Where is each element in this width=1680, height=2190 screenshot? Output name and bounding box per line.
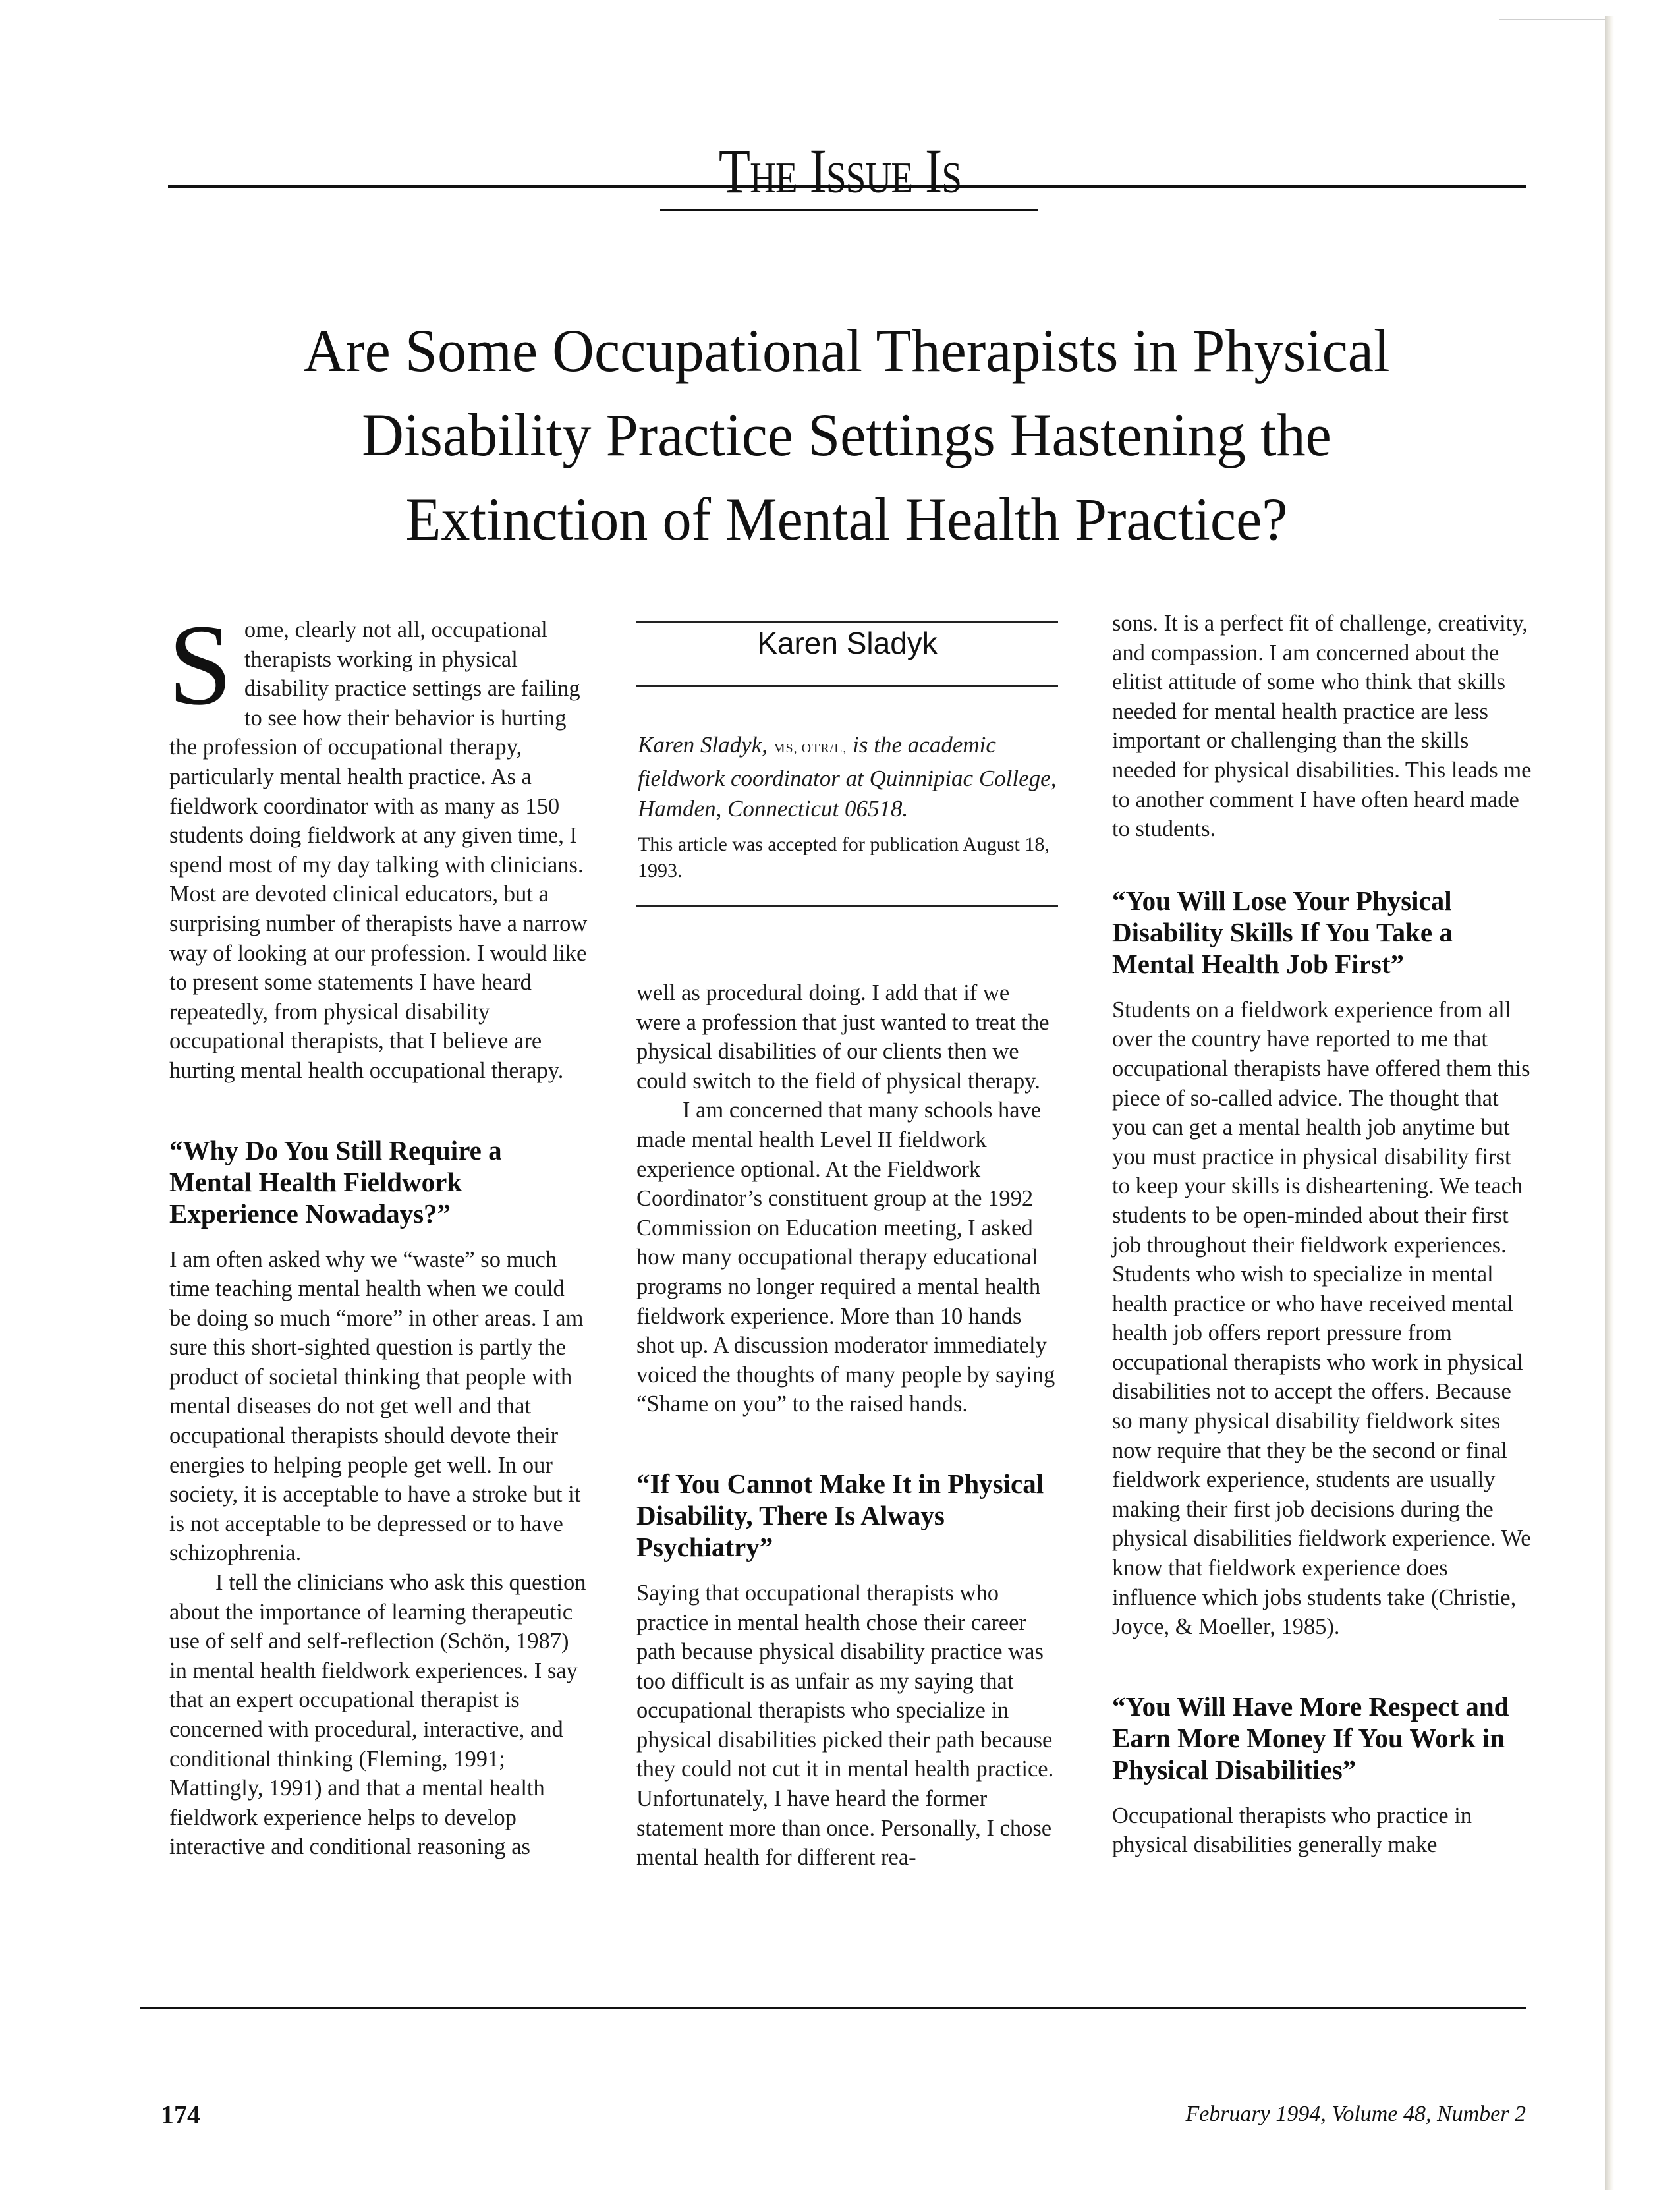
body-paragraph: I tell the clinicians who ask this question about the importance of learning therapeutic use of self and self-reflection (Schön, 1987) in mental health fieldwork experiences. I say that an expert occupational therapist is concerned with procedural, interactive, and conditional thinking (Fleming, 1991; Mattingly, 1991) and that a mental health fieldwork experience helps to develop interactive and conditional reasoning as — [169, 1570, 586, 1860]
bottom-rule — [140, 2007, 1526, 2009]
body-paragraph: I am often asked why we “waste” so much time teaching mental health when we could be doing so much “more” in other areas. I am sure this short-sighted question is partly the product of societal thinking that people with mental diseases do not get well and that occupational therapists should devote their energies to helping people get well. In our society, it is acceptable to have a stroke but it is not acceptable to be depressed or to have schizophrenia. — [169, 1247, 584, 1566]
author-name: Karen Sladyk — [757, 626, 938, 660]
author-bio-name: Karen Sladyk, — [638, 732, 768, 758]
byline-mid-rule — [636, 685, 1058, 687]
intro-rest: failing to see how their behavior is hurting the profession of occupational therapy, particularly mental health practice. As a fieldwork coordinator with as many as 150 students doing fieldwork at any given time, I spend most of my day talking with clinicians. Most are devoted clinical educators, but a surprising number of therapists have a narrow way of looking at our profession. I would like to present some statements I have heard repeatedly, from physical disability occupational therapists, that I believe are hurting mental health occupational therapy. — [169, 676, 588, 1083]
byline-bottom-rule — [636, 905, 1058, 907]
title-line: Are Some Occupational Therapists in Physical — [303, 317, 1390, 384]
section-heading: “If You Cannot Make It in Physical Disability, There Is Always Psychiatry” — [636, 1468, 1044, 1562]
author-bio — [638, 730, 1059, 824]
column-3 — [1112, 609, 1534, 1860]
title-line: Extinction of Mental Health Practice? — [405, 486, 1288, 553]
journal-issue: February 1994, Volume 48, Number 2 — [1185, 2102, 1526, 2126]
section-label: The Issue Is — [718, 136, 962, 206]
body-paragraph: I am concerned that many schools have made mental health Level II fieldwork experience optional. At the Fieldwork Coordinator’s constituent group at the 1992 Commission on Education meeting, I asked how many occupational therapy educational programs no longer required a mental health fieldwork experience. More than 10 hands shot up. A discussion moderator immediately voiced the thoughts of many people by saying “Shame on you” to the raised hands. — [636, 1098, 1055, 1417]
accepted-date-note: This article was accepted for publication August 18, 1993. — [638, 833, 1050, 882]
scan-page-edge — [1499, 19, 1605, 20]
page-number: 174 — [161, 2100, 200, 2129]
section-underline — [660, 209, 1038, 211]
scan-page-edge-vertical — [1605, 16, 1614, 2190]
byline-top-rule — [636, 621, 1058, 623]
column-1 — [168, 601, 591, 1862]
body-paragraph: sons. It is a perfect fit of challenge, creativity, and compassion. I am concerned about the elitist attitude of some who think that skills needed for mental health practice are less important or challenging than the skills needed for physical disabilities. This leads me to another comment I have often heard made to students. — [1112, 611, 1532, 842]
body-paragraph: Students on a fieldwork experience from all over the country have reported to me that occupational therapists have offered them this piece of so-called advice. The thought that you can get a mental health job anytime but you must practice in physical disability first to keep your skills is disheartening. We teach students to be open-minded about their first job throughout their fieldwork experiences. Students who wish to specialize in mental health practice or who have received mental health job offers report pressure from occupational therapists who work in physical disabilities not to accept the offers. Because so many physical disability fieldwork sites now require that they be the second or final fieldwork experience, students are usually making their first job decisions during the physical disabilities fieldwork experience. We know that fieldwork experience does influence which jobs students take (Christie, Joyce, & Moeller, 1985). — [1112, 997, 1531, 1640]
drop-cap: S — [168, 601, 233, 729]
section-heading: “Why Do You Still Require a Mental Health Fieldwork Experience Nowadays?” — [169, 1135, 502, 1229]
section-heading: “You Will Have More Respect and Earn More Money If You Work in Physical Disabilities” — [1112, 1691, 1509, 1785]
author-credentials: MS, OTR/L, — [773, 741, 847, 756]
intro-paragraph — [168, 601, 591, 1086]
column-2 — [636, 978, 1058, 1872]
body-paragraph: Saying that occupational therapists who practice in mental health chose their career path because physical disability practice was too difficult is as unfair as my saying that occupational therapists who specialize in physical disabilities picked their path because they could not cut it in mental health practice. Unfortunately, I have heard the former statement more than once. Personally, I chose mental health for different rea- — [636, 1580, 1054, 1870]
author-bio-text: is the academic fieldwork coordinator at Quinnipiac College, Hamden, Connecticut 06518. — [638, 732, 1057, 822]
section-heading: “You Will Lose Your Physical Disability Skills If You Take a Mental Health Job First” — [1112, 885, 1453, 979]
body-paragraph: Occupational therapists who practice in physical disabilities generally make — [1112, 1803, 1472, 1858]
intro-lead: ome, clearly not all, occupational therapists working in physical disability practice settings are — [244, 617, 547, 702]
body-paragraph: well as procedural doing. I add that if we were a profession that just wanted to treat the physical disabilities of our clients then we could switch to the field of physical therapy. — [636, 980, 1050, 1094]
title-line: Disability Practice Settings Hastening the — [362, 401, 1331, 468]
article-title — [165, 308, 1528, 561]
